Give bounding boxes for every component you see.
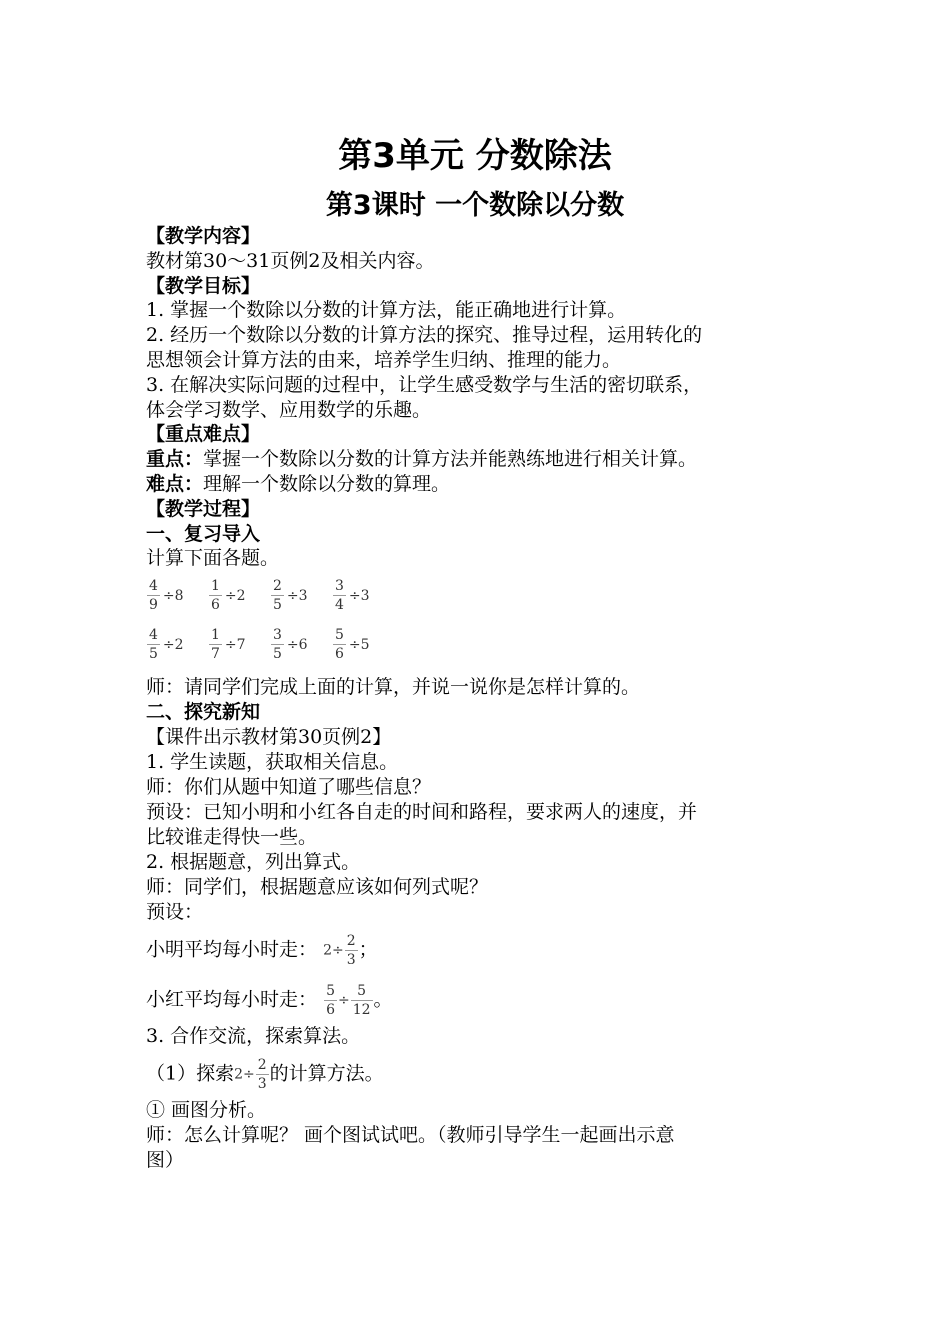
fraction: $\frac{5}{6}$ (335, 627, 344, 662)
text-line (146, 348, 621, 372)
line-text: 师：同学们，根据题意应该如何列式呢？ (146, 876, 489, 898)
divide-operand: ÷3 (286, 587, 308, 604)
line-text: 3. 在解决实际问题的过程中，让学生感受数学与生活的密切联系， (146, 373, 703, 396)
unit-title: 第3单元 分数除法 (338, 136, 612, 176)
text-line (146, 750, 398, 774)
divide-operand: ÷3 (348, 587, 370, 604)
line-text: 1. 学生读题，获取相关信息。 (146, 751, 399, 773)
line-text: 预设：已知小明和小红各自走的时间和路程，要求两人的速度，并 (146, 801, 698, 823)
line-text: 师：怎么计算呢？ 画个图试试吧。（教师引导学生一起画出示意 (146, 1124, 675, 1146)
text-line (146, 546, 279, 570)
text-line (146, 447, 697, 471)
text-line (146, 298, 626, 322)
text-line (146, 373, 702, 397)
line-text: 一、复习导入 (146, 522, 261, 545)
line-text: 二、探究新知 (146, 701, 261, 723)
divide-operand: ÷5 (348, 636, 370, 653)
divide-operand: ÷6 (286, 636, 308, 653)
text-line (146, 675, 640, 699)
lesson-title: 第3课时 一个数除以分数 (325, 190, 625, 221)
text-line (146, 900, 203, 924)
text-line (146, 472, 450, 496)
text-line (146, 398, 431, 422)
exercise-expression (332, 577, 370, 614)
line-text: 思想领会计算方法的由来，培养学生归纳、推理的能力。 (146, 349, 622, 371)
line-text: 1. 掌握一个数除以分数的计算方法，能正确地进行计算。 (146, 299, 627, 322)
fraction: $\frac{2}{3}$ (346, 933, 356, 968)
fraction: $\frac{3}{5}$ (273, 627, 282, 662)
fraction: $\frac{1}{6}$ (211, 578, 220, 613)
exercise-expression (208, 577, 246, 614)
text-line (146, 497, 260, 521)
line-text: 2. 经历一个数除以分数的计算方法的探究、推导过程，运用转化的 (146, 324, 703, 347)
line-text: 理解一个数除以分数的算理。 (203, 473, 451, 495)
line-text: 师：你们从题中知道了哪些信息？ (146, 776, 432, 798)
line-text: 2. 根据题意，列出算式。 (146, 851, 361, 873)
xiaoming-line: 小明平均每小时走： 2÷ $\frac{2}{3}$ ； (146, 933, 378, 968)
divide-operand: ÷7 (224, 636, 246, 653)
exercise-expression (270, 577, 308, 614)
text-line (146, 323, 702, 347)
exercise-expression (270, 626, 308, 663)
text-line (146, 274, 260, 298)
text-line (146, 522, 260, 546)
line-text: 计算下面各题。 (146, 547, 280, 570)
line-text: 教材第30～31页例2及相关内容。 (146, 249, 435, 272)
text-line (146, 775, 431, 799)
text-line (146, 422, 260, 446)
fraction: $\frac{4}{5}$ (149, 627, 158, 662)
exercise-expression (146, 626, 184, 663)
text-line (146, 800, 697, 824)
line-label: 难点： (146, 473, 204, 495)
xiaohong-line: 小红平均每小时走： $\frac{5}{6}$ ÷ $\frac{5}{12}$ 。 (146, 983, 393, 1018)
fraction: $\frac{2}{3}$ (257, 1057, 267, 1092)
text-line (146, 825, 317, 849)
text-line (146, 224, 260, 248)
line-text: 【教学内容】 (146, 225, 261, 247)
text-line (146, 1148, 184, 1172)
divide-operand: ÷2 (224, 587, 246, 604)
line-text: 掌握一个数除以分数的计算方法并能熟练地进行相关计算。 (203, 448, 698, 471)
text-line (146, 850, 360, 874)
line-text: 【重点难点】 (146, 423, 261, 446)
line-label: 重点： (146, 448, 204, 471)
explore-line: （1）探索2÷ $\frac{2}{3}$ 的计算方法。 (146, 1057, 384, 1092)
line-text: 体会学习数学、应用数学的乐趣。 (146, 398, 432, 421)
line-text: 图） (146, 1149, 185, 1171)
line-text: 比较谁走得快一些。 (146, 826, 318, 848)
line-text: 师：请同学们完成上面的计算，并说一说你是怎样计算的。 (146, 676, 641, 698)
fraction: $\frac{2}{5}$ (273, 578, 282, 613)
text-line (146, 1123, 675, 1147)
line-text: ① 画图分析。 (146, 1099, 267, 1121)
text-line (146, 700, 260, 724)
fraction: $\frac{5}{12}$ (352, 983, 371, 1018)
text-line (146, 725, 391, 749)
line-text: 【课件出示教材第30页例2】 (146, 726, 392, 748)
fraction: $\frac{3}{4}$ (335, 578, 344, 613)
text-line (146, 875, 488, 899)
text-line (146, 1098, 266, 1122)
line-text: 预设： (146, 901, 204, 923)
fraction: $\frac{5}{6}$ (326, 983, 335, 1018)
exercise-expression (146, 577, 184, 614)
exercise-expression (332, 626, 370, 663)
text-line (146, 249, 434, 273)
divide-operand: ÷2 (162, 636, 184, 653)
divide-operand: ÷8 (162, 587, 184, 604)
line-text: 【教学过程】 (146, 497, 261, 520)
fraction: $\frac{1}{7}$ (211, 627, 220, 662)
step3-line: 3. 合作交流，探索算法。 (146, 1025, 361, 1047)
line-text: 【教学目标】 (146, 274, 261, 297)
exercise-expression (208, 626, 246, 663)
fraction: $\frac{4}{9}$ (149, 578, 158, 613)
